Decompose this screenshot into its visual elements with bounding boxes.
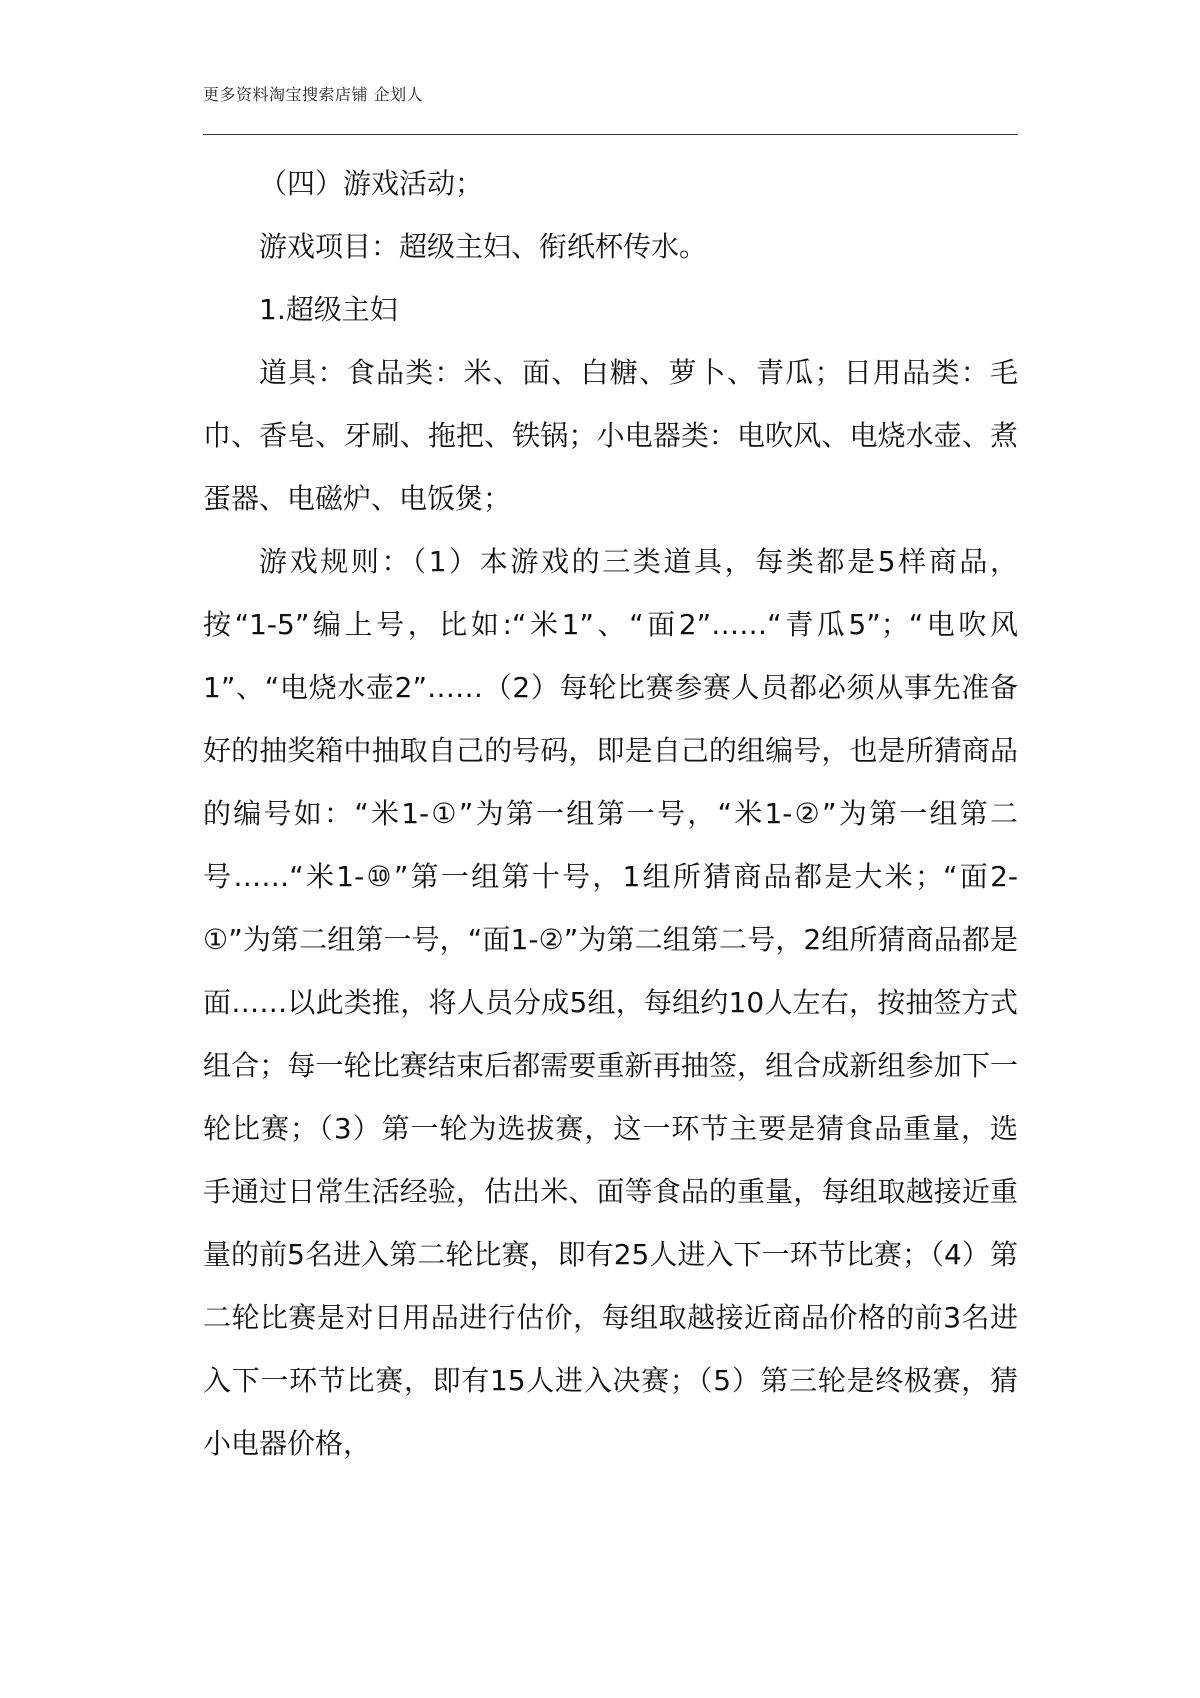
rules-paragraph: 游戏规则：（1）本游戏的三类道具，每类都是5样商品，按“1-5”编上号，比如:“米1”、“面2”……“青瓜5”；“电吹风1”、“电烧水壶2”……（2）每轮比赛参赛人员都必须从事先准备好的抽奖箱中抽取自己的号码，即是自己的组编号，也是所猜商品的编号如：“米1-①”为第一组第一号，“米1-②”为第一组第二号……“米1-⑩”第一组第十号，1组所猜商品都是大米；“面2-①”为第二组第一号，“面1-②”为第二组第二号，2组所猜商品都是面……以此类推，将人员分成5组，每组约10人左右，按抽签方式组合；每一轮比赛结束后都需要重新再抽签，组合成新组参加下一轮比赛；（3）第一轮为选拔赛，这一环节主要是猜食品重量，选手通过日常生活经验，估出米、面等食品的重量，每组取越接近重量的前5名进入第二轮比赛，即有25人进入下一环节比赛；（4）第二轮比赛是对日用品进行估价，每组取越接近商品价格的前3名进入下一环节比赛，即有15人进入决赛；（5）第三轮是终极赛，猜小电器价格， [203, 545, 1018, 1460]
game-title: 1.超级主妇 [259, 293, 398, 326]
page-header: 更多资料淘宝搜索店铺 企划人 [203, 85, 424, 104]
game-items-paragraph: 游戏项目：超级主妇、衔纸杯传水。 [259, 230, 708, 263]
document-body [203, 152, 1018, 1475]
header-divider [203, 134, 1018, 135]
section-heading: （四）游戏活动； [259, 167, 484, 200]
props-paragraph: 道具：食品类：米、面、白糖、萝卜、青瓜；日用品类：毛巾、香皂、牙刷、拖把、铁锅；小电器类：电吹风、电烧水壶、煮蛋器、电磁炉、电饭煲； [203, 356, 1018, 515]
